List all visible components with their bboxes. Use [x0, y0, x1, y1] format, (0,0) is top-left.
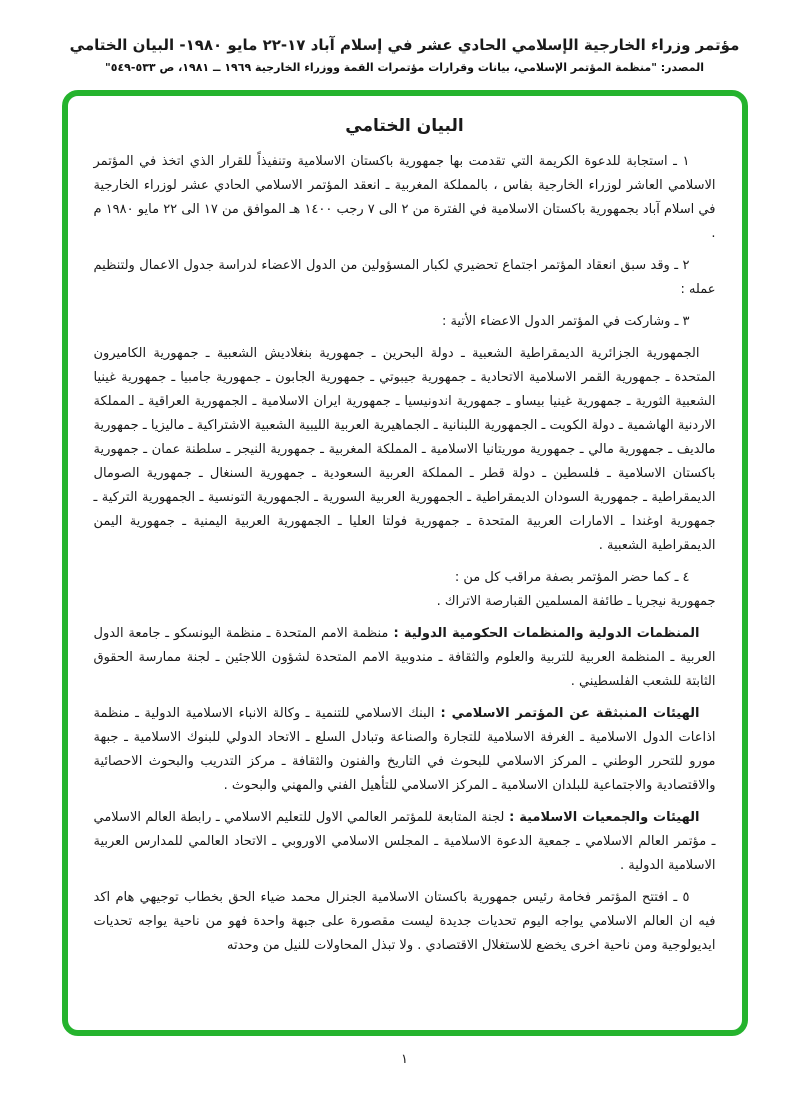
paragraph-islamic-associations	[94, 806, 716, 878]
paragraph-1-text: ١ ـ استجابة للدعوة الكريمة التي تقدمت بها جمهورية باكستان الاسلامية وتنفيذاً للقرار الذي اتخذ في المؤتمر الاسلامي العاشر لوزراء الخارجية بفاس ، بالمملكة المغربية ـ انعقد المؤتمر الاسلامي الحادي عشر لوزراء الخارجية في اسلام آباد بجمهورية باكستان الاسلامية في الفترة من ٢ الى ٧ رجب ١٤٠٠ هـ الموافق من ١٧ الى ٢٢ مايو ١٩٨٠ م .	[93, 154, 716, 241]
page-number: ١	[401, 1052, 408, 1067]
paragraph-5-text: ٥ ـ افتتح المؤتمر فخامة رئيس جمهورية باكستان الاسلامية الجنرال محمد ضياء الحق بخطاب توجيهي هام اكد فيه ان العالم الاسلامي يواجه اليوم تحديات جديدة ليست مقصورة على جبهة واحدة فهو من ناحية يواجه تحديات ايديولوجية ومن ناحية اخرى يخضع للاستغلال الاقتصادي . ولا تبذل المحاولات للنيل من وحدته	[93, 890, 716, 953]
paragraph-international-organizations	[94, 622, 716, 694]
paragraph-international-organizations-text: منظمة الامم المتحدة ـ منظمة اليونسكو ـ جامعة الدول العربية ـ المنظمة العربية للتربية والعلوم والثقافة ـ مندوبية الامم المتحدة لشؤون اللاجئين ـ لجنة ممارسة الحقوق الثابتة للشعب الفلسطيني .	[93, 626, 716, 689]
paragraph-1	[94, 150, 716, 246]
header-title: مؤتمر وزراء الخارجية الإسلامي الحادي عشر في إسلام آباد ١٧-٢٢ مايو ١٩٨٠- البيان الختامي	[69, 36, 740, 54]
paragraph-islamic-associations-lead: الهيئات والجمعيات الاسلامية :	[504, 810, 700, 825]
page-header	[0, 0, 809, 74]
paragraph-4-text: ٤ ـ كما حضر المؤتمر بصفة مراقب كل من :	[454, 570, 690, 585]
paragraph-observers	[94, 590, 716, 614]
paragraph-3	[94, 310, 716, 334]
document-title: البيان الختامي	[345, 116, 464, 136]
paragraph-international-organizations-lead: المنظمات الدولية والمنظمات الحكومية الدولية :	[388, 626, 700, 641]
paragraph-2-text: ٢ ـ وقد سبق انعقاد المؤتمر اجتماع تحضيري لكبار المسؤولين من الدول الاعضاء لدراسة جدول الاعمال ولتنظيم عمله :	[93, 258, 716, 297]
paragraph-5	[94, 886, 716, 958]
paragraph-conference-bodies-text: البنك الاسلامي للتنمية ـ وكالة الانباء الاسلامية الدولية ـ منظمة اذاعات الدول الاسلامية ـ الغرفة الاسلامية للتجارة والصناعة وتبادل السلع ـ الاتحاد الدولي للبنوك الاسلامية ـ جبهة مورو للتحرر الوطني ـ المركز الاسلامي للبحوث في التاريخ والفنون والثقافة ـ مركز التدريب والبحوث الاحصائية والاقتصادية والاجتماعية للبلدان الاسلامية ـ المركز الاسلامي للتأهيل الفني والمهني والبحوث .	[93, 706, 716, 793]
paragraph-conference-bodies-lead: الهيئات المنبثقة عن المؤتمر الاسلامي :	[434, 706, 700, 721]
paragraph-conference-bodies	[94, 702, 716, 798]
paragraph-islamic-associations-text: لجنة المتابعة للمؤتمر العالمي الاول للتعليم الاسلامي ـ رابطة العالم الاسلامي ـ مؤتمر العالم الاسلامي ـ جمعية الدعوة الاسلامية ـ المجلس الاسلامي الاوروبي ـ الاتحاد العالمي للمدارس العربية الاسلامية الدولية .	[93, 810, 716, 873]
header-source-line: المصدر: "منظمة المؤتمر الإسلامي، بيانات وقرارات مؤتمرات القمة ووزراء الخارجية ١٩٦٩ ــ ١٩٨١، ص ٥٣٣-٥٤٩"	[105, 61, 704, 74]
paragraph-member-states	[94, 342, 716, 558]
paragraph-4	[94, 566, 716, 590]
document-frame	[62, 90, 748, 1036]
paragraph-member-states-text: الجمهورية الجزائرية الديمقراطية الشعبية ـ دولة البحرين ـ جمهورية بنغلاديش الشعبية ـ جمهورية الكاميرون المتحدة ـ جمهورية القمر الاسلامية الاتحادية ـ جمهورية جيبوتي ـ جمهورية الجابون ـ جمهورية جامبيا ـ جمهورية غينيا الشعبية الثورية ـ جمهورية غينيا بيساو ـ جمهورية اندونيسيا ـ جمهورية ايران الاسلامية ـ الجمهورية العراقية ـ المملكة الاردنية الهاشمية ـ دولة الكويت ـ الجمهورية اللبنانية ـ الجماهيرية العربية الليبية الشعبية الاشتراكية ـ ماليزيا ـ جمهورية مالديف ـ جمهورية مالي ـ جمهورية موريتانيا الاسلامية ـ المملكة المغربية ـ جمهورية النيجر ـ سلطنة عمان ـ جمهورية باكستان الاسلامية ـ فلسطين ـ دولة قطر ـ المملكة العربية السعودية ـ جمهورية السنغال ـ جمهورية الصومال الديمقراطية ـ جمهورية السودان الديمقراطية ـ الجمهورية العربية السورية ـ الجمهورية التونسية ـ الجمهورية التركية ـ جمهورية اوغندا ـ الامارات العربية المتحدة ـ جمهورية فولتا العليا ـ الجمهورية العربية اليمنية ـ جمهورية اليمن الديمقراطية الشعبية .	[93, 346, 716, 553]
paragraph-observers-text: جمهورية نيجريا ـ طائفة المسلمين القبارصة الاتراك .	[436, 594, 716, 609]
paragraph-2	[94, 254, 716, 302]
paragraph-3-text: ٣ ـ وشاركت في المؤتمر الدول الاعضاء الأتية :	[441, 314, 690, 329]
